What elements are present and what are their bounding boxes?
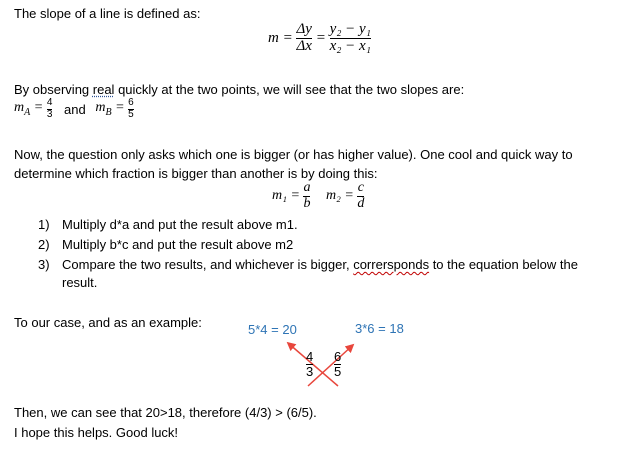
m2-denominator: d — [357, 195, 365, 211]
left-fraction-numerator: 4 — [306, 349, 314, 364]
formula-lhs: m = — [268, 29, 293, 46]
and-text: and — [64, 101, 86, 117]
points-fraction — [330, 22, 371, 55]
ma-sub: A — [24, 106, 31, 118]
left-product: 5*4 = 20 — [248, 322, 297, 337]
mb-denominator: 5 — [128, 108, 134, 120]
mb-symbol: $m_B$ = — [95, 100, 125, 118]
question-line-1: Now, the question only asks which one is bigger (or has higher value). One cool and quick way to — [14, 147, 573, 162]
cross-multiply-arrows — [270, 336, 370, 392]
points-denominator: x₂ − x₁ — [329, 37, 371, 54]
mb-label: m — [95, 100, 106, 116]
points-numerator: y₂ − y₁ — [329, 21, 371, 37]
m2-label: m₂ = — [325, 188, 354, 204]
mb-sub: B — [105, 106, 112, 118]
step-3-continuation: result. — [62, 275, 98, 290]
step-3-number: 3) — [38, 257, 50, 272]
m1-numerator: a — [303, 180, 311, 195]
slope-formula — [268, 22, 371, 55]
step-2-number: 2) — [38, 237, 50, 252]
delta-denominator: Δx — [296, 37, 312, 54]
ma-fraction — [47, 98, 53, 120]
right-product: 3*6 = 18 — [355, 321, 404, 336]
observe-text-post: quickly at the two points, we will see that the two slopes are: — [114, 82, 465, 97]
m1-denominator: b — [303, 195, 311, 211]
ma-denominator: 3 — [46, 108, 53, 120]
observe-text-pre: By observing — [14, 82, 93, 97]
step-3-text-pre: Compare the two results, and whichever is bigger, — [62, 257, 354, 272]
formula-equals: = — [315, 29, 326, 46]
slopes-line — [14, 98, 134, 120]
intro-text: The slope of a line is defined as: — [14, 6, 201, 21]
step-2-text: Multiply b*c and put the result above m2 — [62, 237, 294, 252]
example-left-fraction — [306, 350, 313, 378]
m2-numerator: c — [357, 180, 364, 195]
step-1-text: Multiply d*a and put the result above m1. — [62, 217, 298, 232]
left-fraction-denominator: 3 — [306, 363, 314, 379]
example-right-fraction — [334, 350, 341, 378]
observe-text-word: real — [92, 82, 115, 97]
conclusion-line-1: Then, we can see that 20>18, therefore (4/3) > (6/5). — [14, 405, 317, 420]
m2-fraction — [357, 181, 364, 211]
question-line-2: determine which fraction is bigger than another is by doing this: — [14, 166, 378, 181]
mb-fraction — [128, 98, 134, 120]
step-3-misspelled-word: corrersponds — [353, 257, 430, 272]
mb-numerator: 6 — [128, 97, 134, 108]
ma-label: m — [14, 100, 25, 116]
m1-fraction — [303, 181, 310, 211]
delta-numerator: Δy — [296, 21, 312, 37]
right-fraction-numerator: 6 — [334, 349, 342, 364]
ma-symbol: $m_A$ = — [14, 100, 44, 118]
step-3-text-post: to the equation below the — [429, 257, 578, 272]
delta-fraction — [296, 22, 311, 55]
m1-label: m₁ = — [272, 188, 300, 204]
step-1-number: 1) — [38, 217, 50, 232]
example-intro: To our case, and as an example: — [14, 315, 202, 330]
step-3-text — [62, 257, 578, 272]
observe-text — [14, 82, 464, 97]
right-fraction-denominator: 5 — [334, 363, 342, 379]
general-fractions — [272, 181, 364, 211]
ma-numerator: 4 — [46, 97, 53, 108]
conclusion-line-2: I hope this helps. Good luck! — [14, 425, 179, 440]
